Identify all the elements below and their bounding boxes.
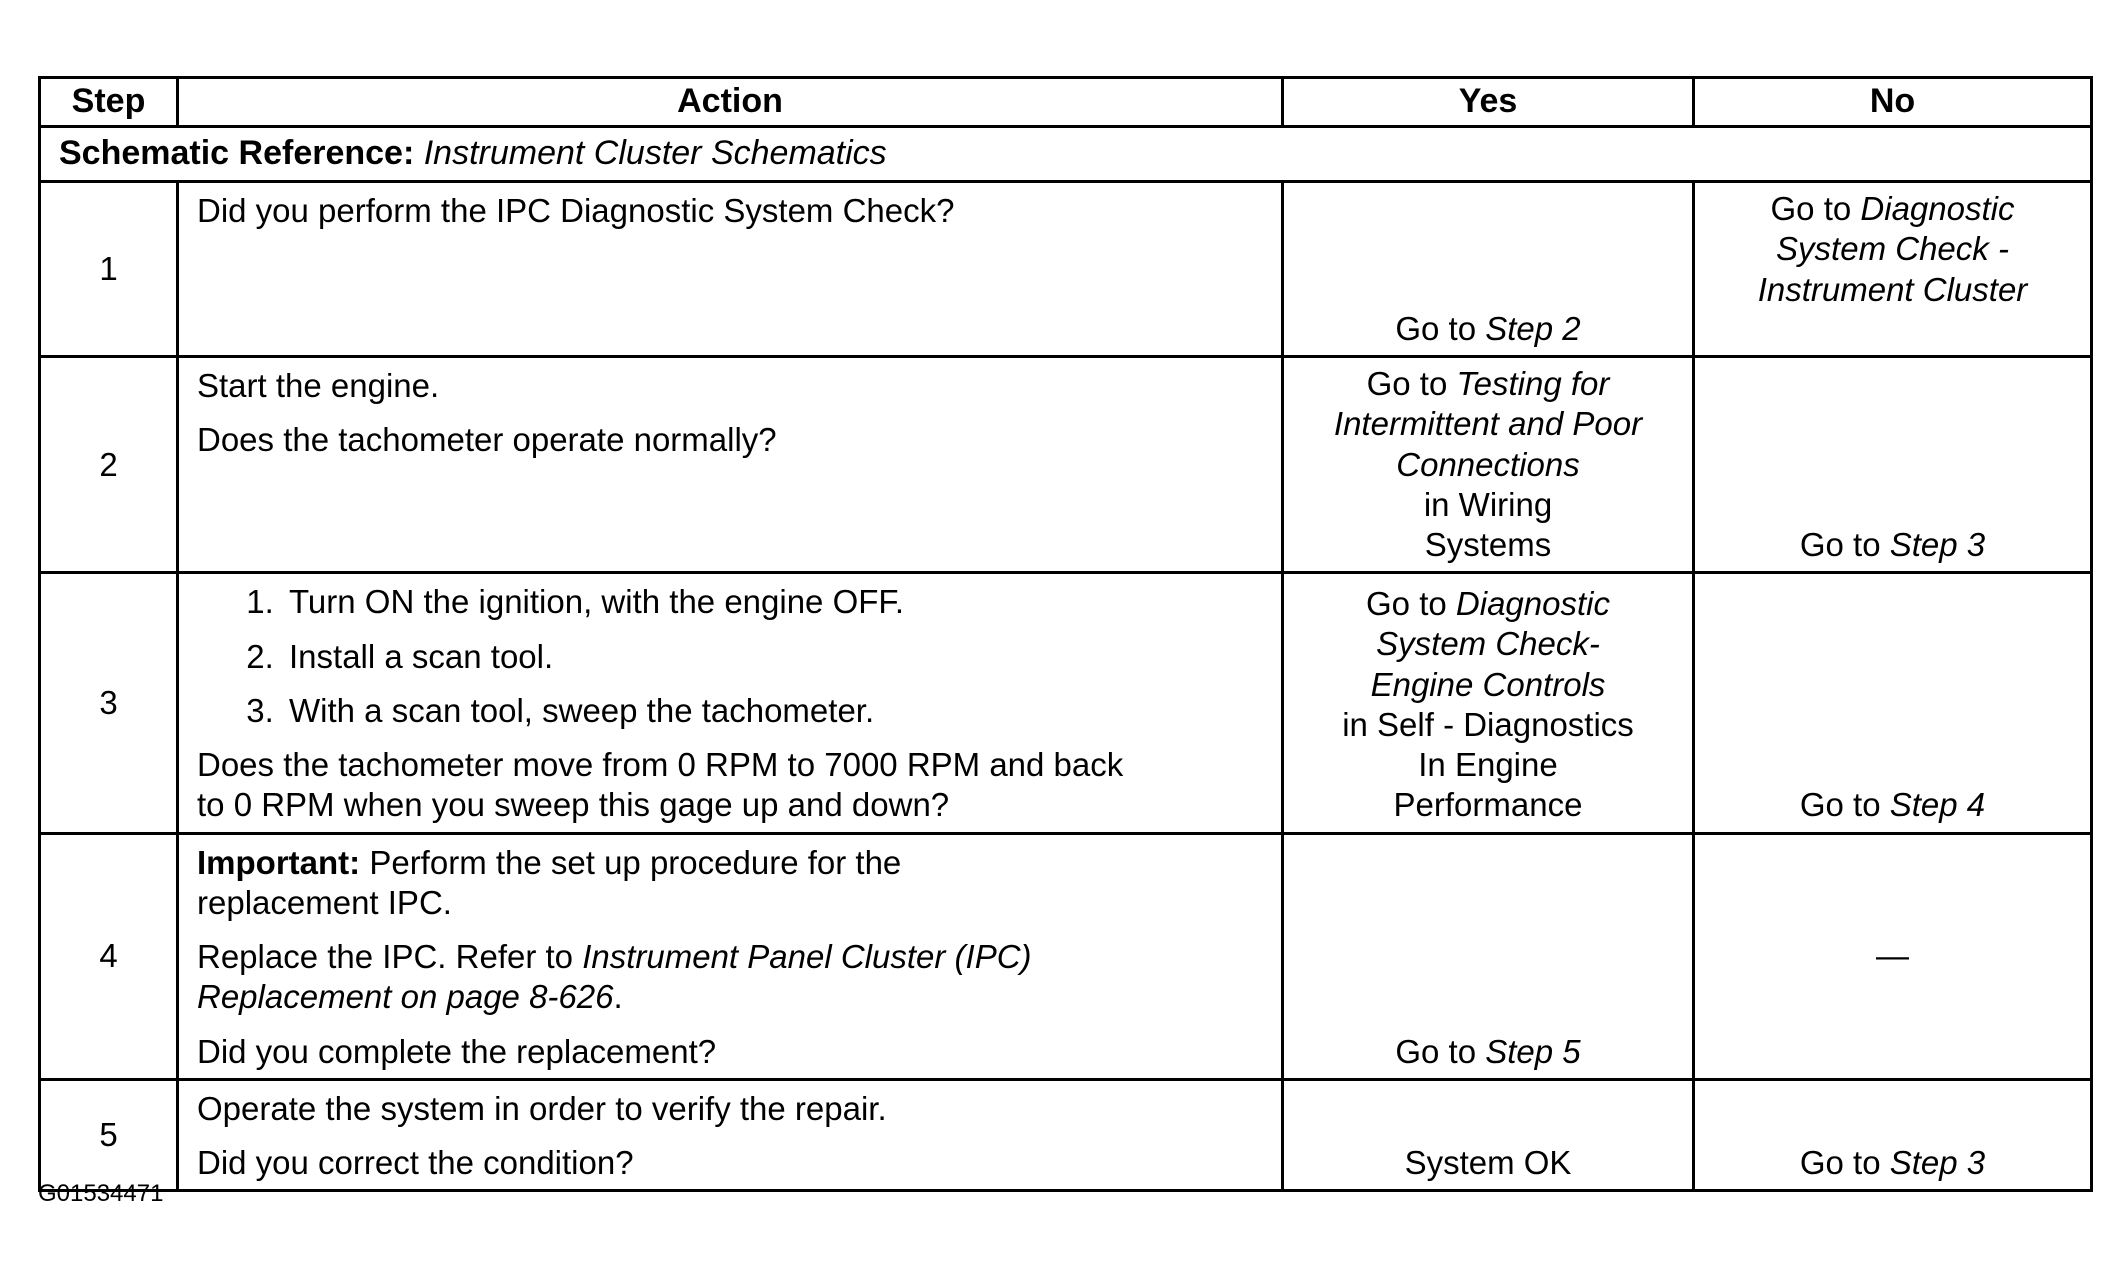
action-cell — [178, 182, 1283, 357]
yes-line6: Performance — [1393, 786, 1583, 824]
action-steps-list — [197, 582, 1263, 731]
action-question: Did you complete the replacement? — [197, 1032, 717, 1070]
action-question-line2: to 0 RPM when you sweep this gage up and down? — [197, 786, 950, 824]
no-cell — [1694, 182, 2092, 357]
step-number: 4 — [40, 833, 178, 1079]
yes-link-line2[interactable]: Intermittent and Poor — [1333, 405, 1643, 443]
action-cell — [178, 573, 1283, 833]
replace-end: . — [613, 978, 623, 1016]
list-item: 3. With a scan tool, sweep the tachometer. — [283, 691, 1263, 731]
action-cell — [178, 357, 1283, 573]
action-cell — [178, 1079, 1283, 1191]
yes-line5: Systems — [1424, 526, 1552, 563]
list-item: 1. Turn ON the ignition, with the engine OFF. — [283, 582, 1263, 622]
important-line2: replacement IPC. — [197, 883, 452, 921]
yes-prefix: Go to — [1395, 309, 1477, 347]
header-step: Step — [40, 78, 178, 127]
list-item: 2. Install a scan tool. — [283, 637, 1263, 677]
action-question: Did you correct the condition? — [197, 1144, 634, 1181]
no-prefix: Go to — [1799, 786, 1881, 824]
step-number: 1 — [40, 182, 178, 357]
step-number: 3 — [40, 573, 178, 833]
header-yes: Yes — [1283, 78, 1694, 127]
table-row — [40, 1079, 2092, 1191]
step-number: 5 — [40, 1079, 178, 1191]
no-link[interactable]: Step 4 — [1889, 786, 1986, 824]
yes-link-line3[interactable]: Connections — [1396, 445, 1580, 483]
yes-line4: in Wiring — [1423, 485, 1553, 523]
important-label: Important: — [197, 843, 361, 881]
schematic-reference — [40, 127, 2092, 182]
yes-prefix: Go to — [1366, 365, 1448, 402]
table-row — [40, 182, 2092, 357]
yes-line5: In Engine — [1418, 746, 1558, 783]
yes-cell — [1283, 1079, 1694, 1191]
yes-link[interactable]: Step 2 — [1485, 309, 1581, 347]
figure-id: G01534471 — [38, 1180, 164, 1207]
yes-cell — [1283, 182, 1694, 357]
action-question-line1: Does the tachometer move from 0 RPM to 7000 RPM and back — [197, 746, 1124, 783]
reference-link[interactable]: Instrument Cluster Schematics — [423, 134, 887, 173]
header-row — [40, 78, 2092, 127]
no-dash: — — [1876, 937, 1909, 974]
yes-cell — [1283, 357, 1694, 573]
diagnostic-table — [38, 76, 2093, 1192]
table-row — [40, 573, 2092, 833]
important-note — [197, 843, 1263, 924]
action-question: Did you perform the IPC Diagnostic System Check? — [197, 192, 955, 229]
no-cell — [1694, 357, 2092, 573]
no-cell — [1694, 1079, 2092, 1191]
yes-link-line1[interactable]: Diagnostic — [1455, 585, 1610, 622]
action-line: Start the engine. — [197, 367, 440, 404]
action-question: Does the tachometer operate normally? — [197, 421, 777, 459]
action-line: Operate the system in order to verify the repair. — [197, 1089, 887, 1127]
no-cell — [1694, 833, 2092, 1079]
no-link[interactable]: Step 3 — [1889, 526, 1986, 563]
yes-cell — [1283, 573, 1694, 833]
no-cell — [1694, 573, 2092, 833]
action-cell — [178, 833, 1283, 1079]
replace-instruction — [197, 937, 1263, 1018]
yes-line4: in Self - Diagnostics — [1342, 705, 1634, 743]
important-line1: Perform the set up procedure for the — [369, 843, 902, 881]
no-link[interactable]: Step 3 — [1889, 1144, 1986, 1181]
no-link-line2[interactable]: System Check - — [1776, 230, 2009, 268]
table-row — [40, 357, 2092, 573]
header-no: No — [1694, 78, 2092, 127]
yes-link[interactable]: Step 5 — [1485, 1032, 1581, 1070]
yes-cell — [1283, 833, 1694, 1079]
step-number: 2 — [40, 357, 178, 573]
replace-ref-link-line1[interactable]: Instrument Panel Cluster (IPC) — [582, 938, 1032, 975]
reference-label: Schematic Reference: — [59, 134, 415, 173]
reference-row — [40, 127, 2092, 182]
header-action: Action — [178, 78, 1283, 127]
table-row — [40, 833, 2092, 1079]
replace-text: Replace the IPC. Refer to — [197, 938, 574, 975]
no-prefix: Go to — [1799, 526, 1881, 563]
yes-prefix: Go to — [1395, 1032, 1477, 1070]
yes-result: System OK — [1404, 1144, 1572, 1181]
yes-link-line3[interactable]: Engine Controls — [1370, 665, 1606, 703]
yes-link-line1[interactable]: Testing for — [1456, 365, 1610, 402]
yes-link-line2[interactable]: System Check- — [1376, 625, 1600, 663]
no-link-line1[interactable]: Diagnostic — [1860, 190, 2015, 227]
no-prefix: Go to — [1770, 190, 1852, 227]
no-link-line3[interactable]: Instrument Cluster — [1757, 270, 2028, 308]
no-prefix: Go to — [1799, 1144, 1881, 1181]
yes-prefix: Go to — [1366, 585, 1447, 622]
replace-ref-link-line2[interactable]: Replacement on page 8-626 — [197, 978, 614, 1016]
